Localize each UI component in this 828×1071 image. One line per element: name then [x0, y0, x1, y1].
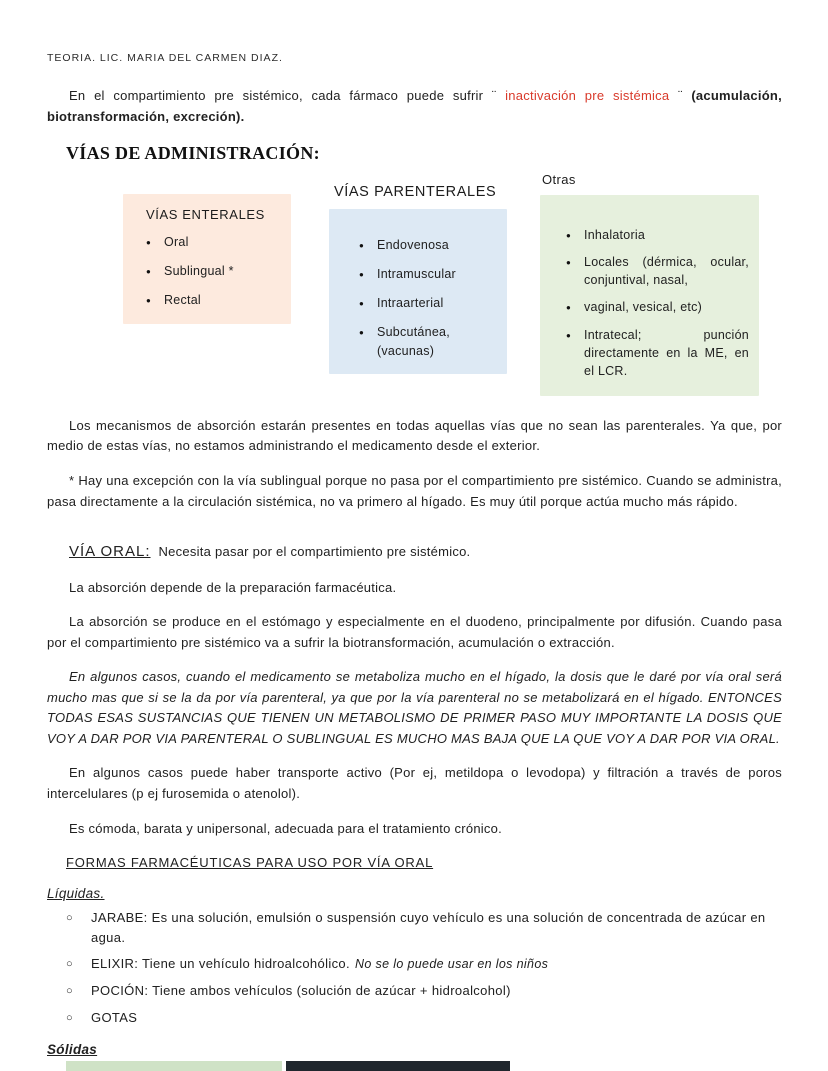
paragraph-estomago: La absorción se produce en el estómago y especialmente en el duodeno, principalmente por difusión. Cuando pasa por el compartimiento pre sistémico va a sufrir la biotransformación, acumulación o extracción. — [47, 614, 782, 650]
doc-header: TEORIA. LIC. MARIA DEL CARMEN DIAZ. — [47, 52, 283, 64]
item-note: No se lo puede usar en los niños — [354, 957, 549, 972]
otras-box — [540, 195, 759, 396]
next-page-green-box-partial — [66, 1061, 282, 1071]
list-item-label — [91, 908, 782, 947]
via-oral-text: Necesita pasar por el compartimiento pre sistémico. — [158, 544, 471, 560]
item-text: ELIXIR: Tiene un vehículo hidroalcohólico. — [91, 956, 350, 972]
list-item-label: Intramuscular — [377, 267, 456, 282]
list-item — [335, 323, 501, 359]
parenterales-box — [329, 209, 507, 374]
list-item-label: Intraarterial — [377, 296, 444, 311]
admin-routes-boxes — [47, 172, 782, 396]
paragraph-absorcion: Los mecanismos de absorción estarán presentes en todas aquellas vías que no sean las parenterales. Ya que, por medio de estas vías, no estamos administrando el medicamento desde el exterior. — [47, 417, 782, 454]
bullet-icon: ● — [359, 270, 365, 280]
otras-column — [540, 172, 759, 396]
item-text: POCIÓN: Tiene ambos vehículos (solución de azúcar + hidroalcohol) — [91, 983, 511, 999]
paragraph-excepcion: * Hay una excepción con la vía sublingual porque no pasa por el compartimiento pre sistémico. Cuando se administra, pasa directamente a la circulación sistémica, no va primero al hígado. Es muy útil porque actúa mucho más rápido. — [47, 473, 782, 509]
via-oral-heading: VÍA ORAL: — [69, 543, 151, 561]
intro-paragraph — [47, 86, 782, 127]
paragraph-transporte: En algunos casos puede haber transporte activo (Por ej, metildopa o levodopa) y filtración a través de poros intercelulares (p ej furosemida o atenolol). — [47, 765, 782, 801]
intro-text-mid: ¨ — [669, 88, 692, 103]
list-item — [544, 253, 749, 289]
bullet-icon: ● — [359, 241, 365, 251]
parenterales-box-title: VÍAS PARENTERALES — [334, 184, 497, 201]
paragraph-metabolismo: En algunos casos, cuando el medicamento se metaboliza mucho en el hígado, la dosis que le daré por vía oral será mucho mas que si se la da por vía parenteral, ya que por la vía parenteral no se metabolizará en el hígado. ENTONCES TODAS ESAS SUSTANCIAS QUE TIENEN UN METABOLISMO DE PRIMER PASO MUY IMPORTANTE LA DOSIS QUE VOY A DAR POR VIA PARENTERAL O SUBLINGUAL ES MUCHO MAS BAJA QUE LA QUE VOY A DAR POR VIA ORAL. — [47, 669, 782, 746]
list-item — [544, 226, 749, 244]
list-item — [544, 298, 749, 316]
bullet-icon: ● — [566, 330, 572, 340]
enterales-column — [123, 194, 291, 324]
bullet-icon: ● — [566, 258, 572, 268]
bullet-icon: ● — [146, 296, 152, 306]
intro-text-bold: (acumulación, biotransformación, excreción). — [47, 88, 782, 124]
list-item-label: Rectal — [164, 293, 201, 308]
bullet-icon: ● — [566, 231, 572, 241]
via-oral-line — [47, 540, 782, 564]
liquidas-label: Líquidas. — [47, 886, 105, 902]
formas-title: FORMAS FARMACÉUTICAS PARA USO POR VÍA ORAL — [66, 855, 434, 871]
bullet-icon: ● — [359, 328, 365, 338]
circle-bullet-icon: ○ — [66, 958, 73, 971]
item-text: JARABE: Es una solución, emulsión o suspensión cuyo vehículo es una solución de concentrada de azúcar en agua. — [91, 910, 766, 945]
bullet-icon: ● — [146, 238, 152, 248]
list-item-label: Endovenosa — [377, 238, 450, 253]
circle-bullet-icon: ○ — [66, 912, 73, 925]
intro-text-pre: En el compartimiento pre sistémico, cada fármaco puede sufrir ¨ — [69, 88, 506, 103]
bullet-icon: ● — [566, 303, 572, 313]
parenterales-column — [329, 184, 507, 374]
list-item — [47, 954, 782, 974]
circle-bullet-icon: ○ — [66, 985, 73, 998]
enterales-box — [123, 194, 291, 324]
list-item-label: Locales (dérmica, ocular, conjuntival, nasal, — [584, 255, 749, 288]
list-item — [47, 908, 782, 947]
list-item — [47, 1008, 782, 1028]
list-item-label: Subcutánea, (vacunas) — [377, 325, 450, 358]
list-item-label: Sublingual * — [164, 264, 234, 279]
list-item — [335, 265, 501, 283]
otras-box-title: Otras — [542, 172, 576, 188]
list-item — [335, 236, 501, 254]
next-page-dark-box-partial — [286, 1061, 510, 1071]
bullet-icon: ● — [146, 267, 152, 277]
list-item — [146, 262, 283, 280]
list-item-label — [91, 1008, 782, 1028]
intro-highlight: inactivación pre sistémica — [505, 88, 670, 103]
bullet-icon: ● — [359, 299, 365, 309]
list-item-label: Oral — [164, 235, 189, 250]
paragraph-preparacion: La absorción depende de la preparación farmacéutica. — [69, 579, 397, 595]
section-title: VÍAS DE ADMINISTRACIÓN: — [66, 143, 320, 164]
item-text: GOTAS — [91, 1009, 138, 1025]
list-item — [146, 233, 283, 251]
list-item — [544, 326, 749, 380]
list-item-label — [91, 981, 782, 1001]
solidas-label: Sólidas — [47, 1041, 98, 1057]
list-item — [47, 981, 782, 1001]
list-item-label: Inhalatoria — [584, 228, 646, 243]
list-item — [146, 291, 283, 309]
list-item — [335, 294, 501, 312]
list-item-label: Intratecal; punción directamente en la ME, en el LCR. — [584, 327, 749, 378]
enterales-box-title: VÍAS ENTERALES — [146, 207, 265, 223]
circle-bullet-icon: ○ — [66, 1011, 73, 1024]
list-item-label: vaginal, vesical, etc) — [584, 300, 703, 315]
list-item-label — [91, 954, 782, 974]
paragraph-comoda: Es cómoda, barata y unipersonal, adecuada para el tratamiento crónico. — [69, 820, 503, 836]
